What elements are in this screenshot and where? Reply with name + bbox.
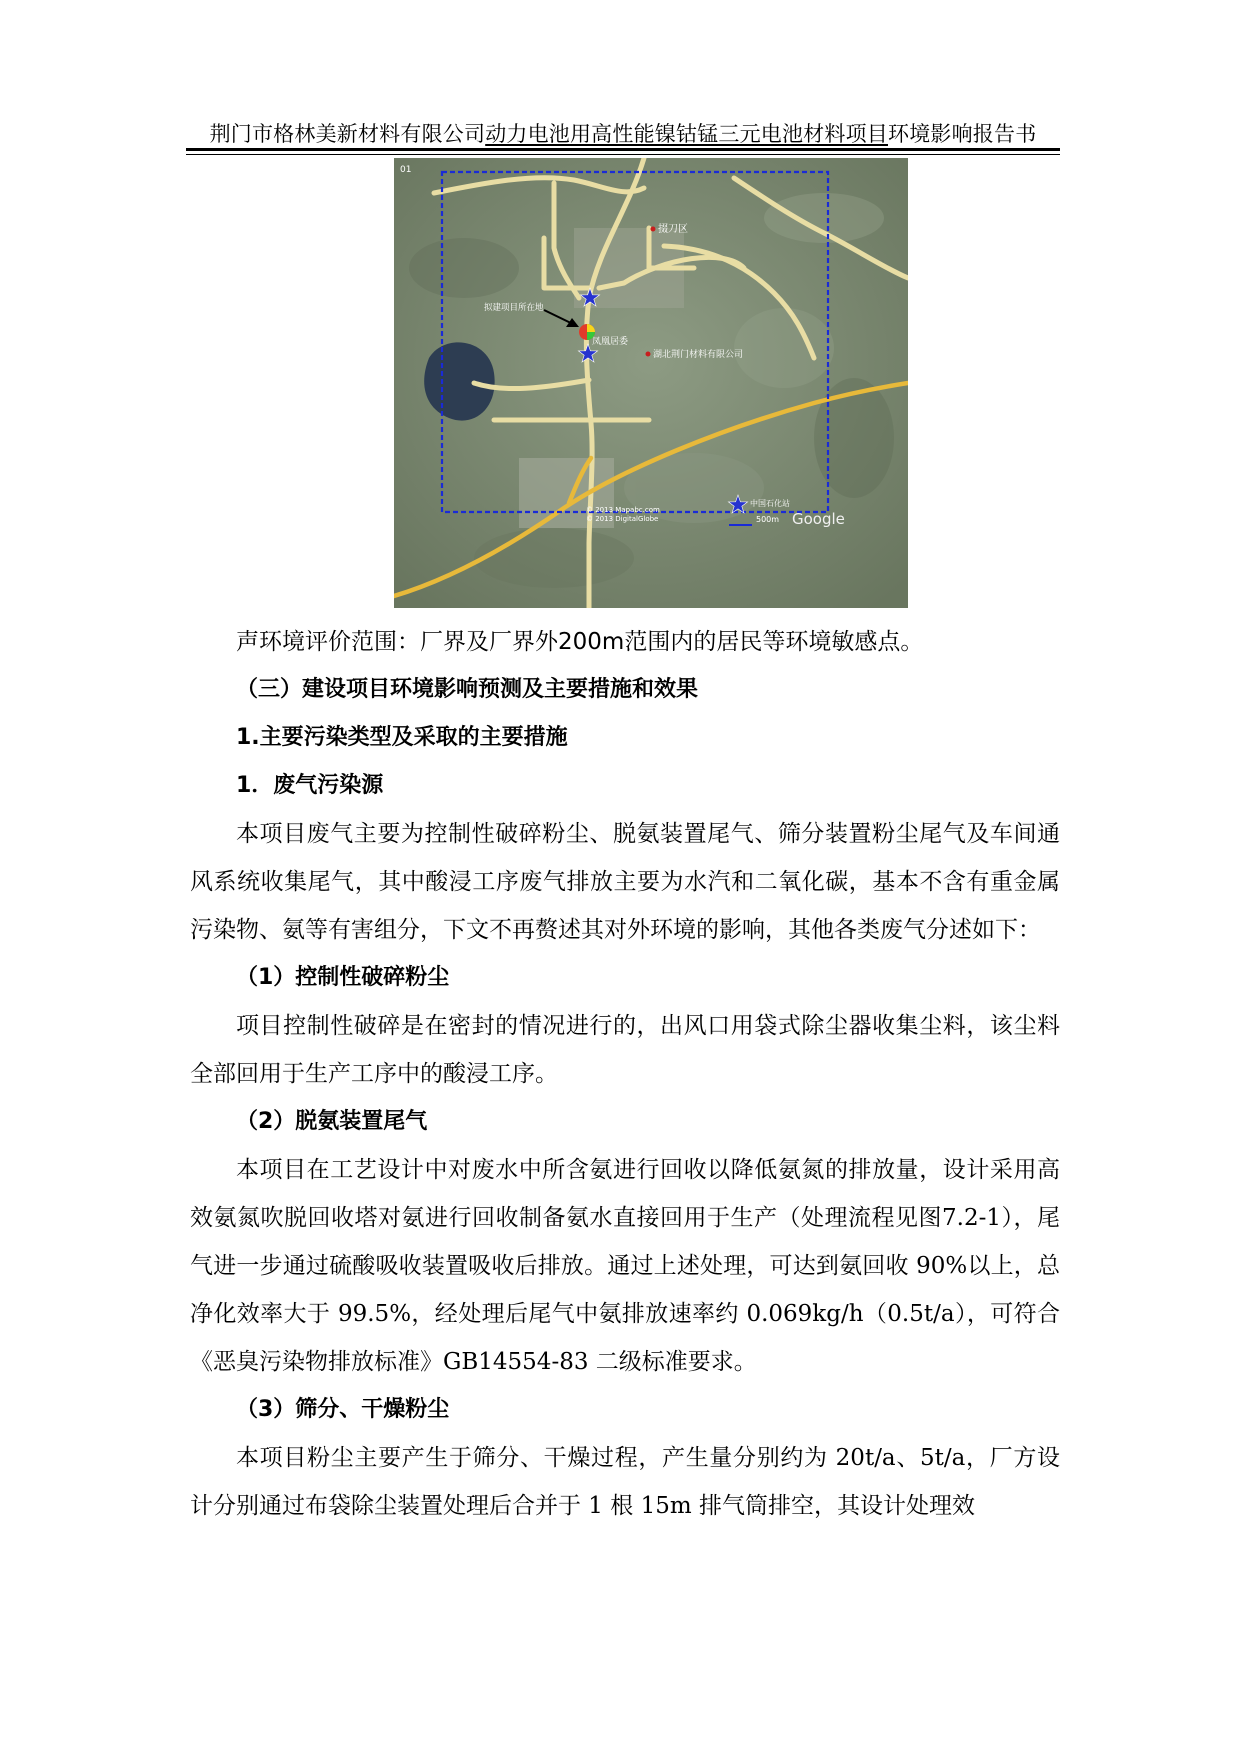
body-text <box>190 618 1060 1530</box>
header-project: 动力电池用高性能镍钴锰三元电池材料项目 <box>485 122 888 146</box>
paragraph-2: 项目控制性破碎是在密封的情况进行的，出风口用袋式除尘器收集尘料，该尘料全部回用于生产工序中的酸浸工序。 <box>190 1013 1060 1087</box>
noise-scope-line <box>190 618 1060 666</box>
header-rule-thick <box>186 148 1060 151</box>
section-3-1-title: 1.主要污染类型及采取的主要措施 <box>236 725 568 750</box>
map-graphic <box>394 158 908 608</box>
map-district-label: 掇刀区 <box>658 224 688 235</box>
map-corner-label: 01 <box>400 165 412 175</box>
subsection-2-title: （2）脱氨装置尾气 <box>236 1109 428 1134</box>
map-watermark: Google <box>792 510 845 528</box>
map-scale-label: 500m <box>756 515 780 524</box>
map-village-label: 凤凰居委 <box>592 337 629 347</box>
noise-scope-a: 声环境评价范围：厂界及厂界外 <box>236 629 558 655</box>
map-project-label: 拟建项目所在地 <box>484 303 544 313</box>
noise-scope-c: 范围内的居民等环境敏感点。 <box>624 629 924 655</box>
paragraph-4: 本项目粉尘主要产生于筛分、干燥过程，产生量分别约为 20t/a、5t/a，厂方设计分别通过布袋除尘装置处理后合并于 1 根 15m 排气筒排空，其设计处理效 <box>190 1445 1060 1519</box>
page-header <box>189 118 1057 148</box>
paragraph-1: 本项目废气主要为控制性破碎粉尘、脱氨装置尾气、筛分装置粉尘尾气及车间通风系统收集尾气，其中酸浸工序废气排放主要为水汽和二氧化碳，基本不含有重金属污染物、氨等有害组分，下文不再赘述其对外环境的影响，其他各类废气分述如下： <box>190 821 1060 943</box>
map-bottom-label: 中国石化站 <box>750 499 790 508</box>
subsection-1-title: （1）控制性破碎粉尘 <box>236 965 450 990</box>
header-rule-thin <box>186 154 1060 155</box>
paragraph-3: 本项目在工艺设计中对废水中所含氨进行回收以降低氨氮的排放量，设计采用高效氨氮吹脱回收塔对氨进行回收制备氨水直接回用于生产（处理流程见图7.2-1），尾气进一步通过硫酸吸收装置吸收后排放。通过上述处理，可达到氨回收 90%以上，总净化效率大于 99.5%，经处理后尾气中氨排放速率约 0.069kg/h（0.5t/a），可符合《恶臭污染物排放标准》GB14554-83 二级标准要求。 <box>190 1157 1060 1375</box>
company-marker <box>646 352 651 357</box>
noise-scope-b: 200m <box>558 629 625 655</box>
map-company-label: 湖北荆门材料有限公司 <box>653 350 744 360</box>
section-3-title: （三）建设项目环境影响预测及主要措施和效果 <box>236 677 699 702</box>
subsection-3-title: （3）筛分、干燥粉尘 <box>236 1397 450 1422</box>
header-doc-type: 环境影响报告书 <box>888 122 1037 146</box>
district-marker <box>651 227 656 232</box>
waste-gas-title: 1．废气污染源 <box>236 773 384 798</box>
map-credit-1: © 2013 Mapabc.com <box>586 506 660 514</box>
satellite-map-figure <box>394 158 908 608</box>
header-company: 荆门市格林美新材料有限公司 <box>209 122 486 146</box>
map-credit-2: © 2013 DigitalGlobe <box>586 515 659 523</box>
